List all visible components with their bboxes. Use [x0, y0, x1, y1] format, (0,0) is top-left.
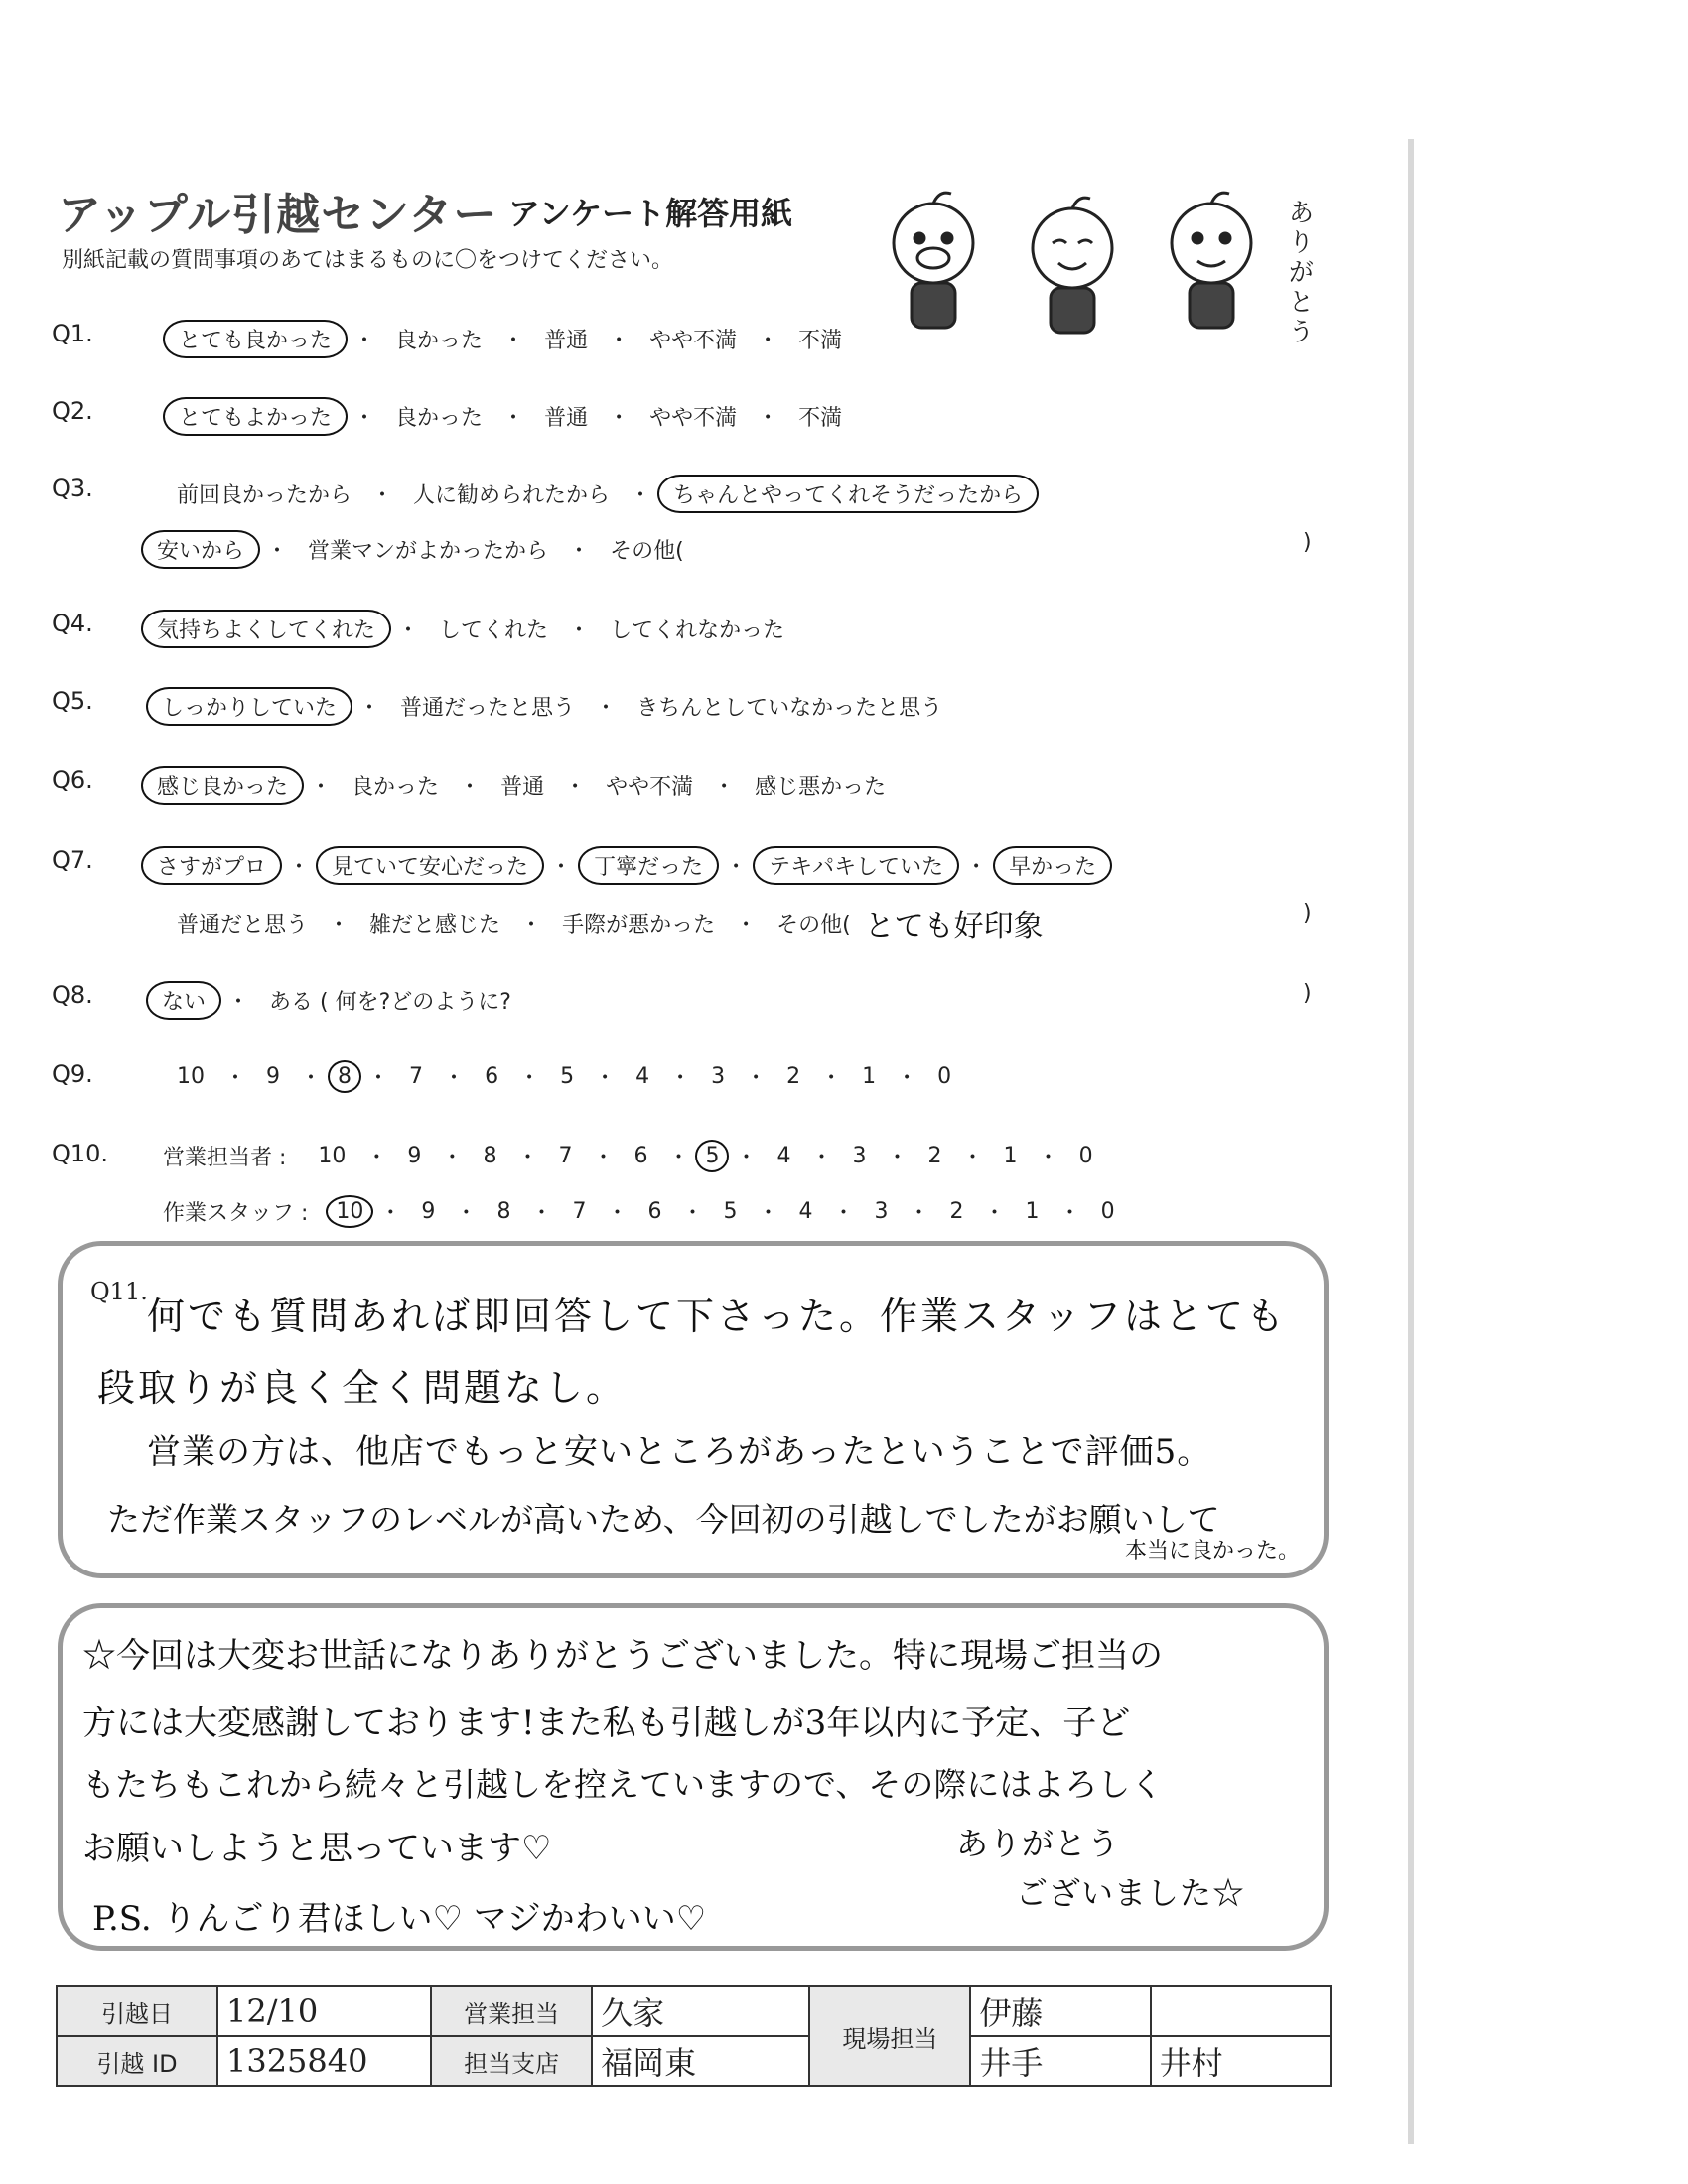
q11-line-3: 営業の方は、他店でもっと安いところがあったということで評価5。 [147, 1433, 1212, 1472]
q10-sales-score-10[interactable]: 10 [318, 1144, 347, 1168]
scan-edge-line [1408, 139, 1414, 2144]
form-subtitle: アンケート解答用紙 [508, 195, 793, 232]
q4-option-2[interactable]: してくれた [439, 618, 549, 643]
q5-option-2[interactable]: 普通だったと思う [400, 696, 576, 721]
q10-staff-score-5[interactable]: 5 [723, 1199, 738, 1224]
q8-paren-close: ) [1303, 981, 1312, 1006]
q9-score-6[interactable]: 6 [485, 1064, 499, 1089]
q9-score-9[interactable]: 9 [266, 1064, 281, 1089]
q3-option-4[interactable]: 安いから [141, 530, 260, 569]
q7-option-9[interactable]: その他( [776, 912, 851, 938]
q1-option-5[interactable]: 不満 [798, 329, 843, 353]
footer-info-table [56, 1985, 1332, 2087]
q10-staff-score-6[interactable]: 6 [647, 1199, 662, 1224]
q10-staff-label: 作業スタッフ : [163, 1201, 309, 1226]
q7-option-3[interactable]: 丁寧だった [578, 846, 719, 885]
q10-staff-score-3[interactable]: 3 [874, 1199, 889, 1224]
footer-row-1 [57, 1986, 1331, 2036]
q3-option-3[interactable]: ちゃんとやってくれそうだったから [657, 475, 1039, 513]
q8-option-1[interactable]: ない [146, 981, 221, 1020]
q10-sales-score-3[interactable]: 3 [852, 1144, 867, 1168]
q6-option-4[interactable]: やや不満 [606, 775, 694, 800]
q9-label: Q9. [52, 1060, 93, 1088]
q9-score-1[interactable]: 1 [862, 1064, 877, 1089]
q1-option-4[interactable]: やや不満 [649, 329, 738, 353]
q3-option-6[interactable]: その他( [610, 539, 684, 564]
q6-option-2[interactable]: 良かった [352, 775, 440, 800]
site-staff-4[interactable]: 井村 [1151, 2036, 1331, 2086]
q10-sales-score-2[interactable]: 2 [927, 1144, 942, 1168]
q7-option-6[interactable]: 普通だと思う [177, 912, 309, 938]
q8-label: Q8. [52, 981, 93, 1009]
q10-staff-score-7[interactable]: 7 [572, 1199, 587, 1224]
q1-option-3[interactable]: 普通 [544, 329, 589, 353]
q10-staff-score-2[interactable]: 2 [949, 1199, 964, 1224]
q10-sales-score-5[interactable]: 5 [695, 1140, 729, 1172]
q6-option-3[interactable]: 普通 [500, 775, 545, 800]
q10-staff-score-9[interactable]: 9 [421, 1199, 436, 1224]
q10-sales-score-7[interactable]: 7 [558, 1144, 573, 1168]
q11-line-4: ただ作業スタッフのレベルが高いため、今回初の引越しでしたがお願いして [107, 1500, 1220, 1539]
q7-option-8[interactable]: 手際が悪かった [562, 912, 716, 938]
q2-option-4[interactable]: やや不満 [649, 406, 738, 431]
q5-label: Q5. [52, 687, 93, 715]
q2-option-3[interactable]: 普通 [544, 406, 589, 431]
q7-option-2[interactable]: 見ていて安心だった [316, 846, 544, 885]
q10-sales-score-4[interactable]: 4 [776, 1144, 791, 1168]
q10-sales-score-6[interactable]: 6 [633, 1144, 648, 1168]
q1-option-2[interactable]: 良かった [395, 329, 484, 353]
q2-option-2[interactable]: 良かった [395, 406, 484, 431]
q11-comment-box[interactable] [58, 1241, 1329, 1578]
q9-score-3[interactable]: 3 [711, 1064, 726, 1089]
q5-option-3[interactable]: きちんとしていなかったと思う [636, 696, 943, 721]
comment-signoff-2: ございました☆ [1016, 1874, 1246, 1912]
comment-line-2: 方には大変感謝しております!また私も引越しが3年以内に予定、子ど [82, 1704, 1131, 1743]
footer-row-2 [57, 2036, 1331, 2086]
q10-staff-score-10[interactable]: 10 [326, 1195, 373, 1228]
q10-staff-score-4[interactable]: 4 [798, 1199, 813, 1224]
move-date-value[interactable]: 12/10 [217, 1986, 431, 2036]
q7-other-handwritten: とても好印象 [864, 909, 1044, 944]
instructions: 別紙記載の質問事項のあてはまるものに〇をつけてください。 [62, 248, 674, 273]
q10-sales-score-9[interactable]: 9 [407, 1144, 422, 1168]
q11-label: Q11. [90, 1278, 148, 1305]
move-date-label: 引越日 [57, 1986, 217, 2036]
site-staff-1[interactable]: 伊藤 [970, 1986, 1150, 2036]
q3-option-5[interactable]: 営業マンがよかったから [308, 539, 549, 564]
comment-ps-line: P.S. りんごり君ほしい♡ マジかわいい♡ [92, 1899, 707, 1939]
q11-line-5: 本当に良かった。 [1125, 1539, 1301, 1564]
q9-score-4[interactable]: 4 [635, 1064, 650, 1089]
q7-option-5[interactable]: 早かった [993, 846, 1112, 885]
branch-value[interactable]: 福岡東 [592, 2036, 809, 2086]
q10-sales-score-1[interactable]: 1 [1003, 1144, 1018, 1168]
site-label: 現場担当 [809, 1986, 970, 2086]
q7-option-4[interactable]: テキパキしていた [753, 846, 959, 885]
q4-label: Q4. [52, 610, 93, 637]
q9-score-0[interactable]: 0 [937, 1064, 952, 1089]
q7-label: Q7. [52, 846, 93, 874]
q3-option-2[interactable]: 人に勧められたから [413, 483, 611, 508]
mascot-middle [1033, 198, 1112, 333]
q6-label: Q6. [52, 766, 93, 794]
move-id-label: 引越 ID [57, 2036, 217, 2086]
sales-label: 営業担当 [431, 1986, 592, 2036]
q6-option-5[interactable]: 感じ悪かった [755, 775, 887, 800]
q10-label: Q10. [52, 1140, 109, 1167]
q9-score-5[interactable]: 5 [560, 1064, 575, 1089]
q2-label: Q2. [52, 397, 93, 425]
q9-score-7[interactable]: 7 [409, 1064, 424, 1089]
q1-label: Q1. [52, 320, 93, 347]
q7-option-7[interactable]: 雑だと感じた [369, 912, 501, 938]
site-staff-3[interactable]: 井手 [970, 2036, 1150, 2086]
q7-option-1[interactable]: さすがプロ [141, 846, 282, 885]
q10-staff-score-0[interactable]: 0 [1100, 1199, 1115, 1224]
q10-sales-score-0[interactable]: 0 [1078, 1144, 1093, 1168]
move-id-value[interactable]: 1325840 [217, 2036, 431, 2086]
q3-option-1[interactable]: 前回良かったから [177, 483, 352, 508]
q2-option-1[interactable]: とてもよかった [163, 397, 348, 436]
q9-score-2[interactable]: 2 [786, 1064, 801, 1089]
comment-line-3: もたちもこれから続々と引越しを控えていますので、その際にはよろしく [82, 1765, 1164, 1804]
sales-value[interactable]: 久家 [592, 1986, 809, 2036]
mascot-illustration [874, 184, 1321, 352]
q8-option-2[interactable]: ある ( 何を?どのように? [269, 990, 511, 1015]
q11-line-2: 段取りが良く全く問題なし。 [97, 1366, 628, 1410]
form-title: アップル引越センター [58, 190, 498, 240]
q7-paren-close: ) [1303, 901, 1312, 926]
thanks-vertical-text: ありがとう [1284, 199, 1314, 347]
q1-option-1[interactable]: とても良かった [163, 320, 348, 358]
comment-line-1: ☆今回は大変お世話になりありがとうございました。特に現場ご担当の [82, 1636, 1163, 1676]
comment-line-4: お願いしようと思っています♡ [82, 1829, 552, 1868]
site-staff-2[interactable] [1151, 1986, 1331, 2036]
q6-option-1[interactable]: 感じ良かった [141, 766, 304, 805]
branch-label: 担当支店 [431, 2036, 592, 2086]
q10-staff-score-1[interactable]: 1 [1025, 1199, 1040, 1224]
q10-staff-score-8[interactable]: 8 [496, 1199, 511, 1224]
q9-score-10[interactable]: 10 [177, 1064, 205, 1089]
q4-option-3[interactable]: してくれなかった [610, 618, 785, 643]
comment-signoff-1: ありがとう [956, 1825, 1121, 1862]
q3-label: Q3. [52, 475, 93, 502]
q5-option-1[interactable]: しっかりしていた [146, 687, 352, 726]
q2-option-5[interactable]: 不満 [798, 406, 843, 431]
q10-sales-label: 営業担当者 : [163, 1146, 287, 1170]
q11-line-1: 何でも質問あれば即回答して下さった。作業スタッフはとても [147, 1295, 1288, 1338]
q4-option-1[interactable]: 気持ちよくしてくれた [141, 610, 391, 648]
q10-sales-score-8[interactable]: 8 [483, 1144, 497, 1168]
mascot-left [894, 193, 973, 328]
free-comment-box[interactable] [58, 1603, 1329, 1951]
q3-paren-close: ) [1303, 530, 1312, 555]
mascot-right [1172, 193, 1251, 328]
q9-score-8[interactable]: 8 [328, 1060, 361, 1093]
